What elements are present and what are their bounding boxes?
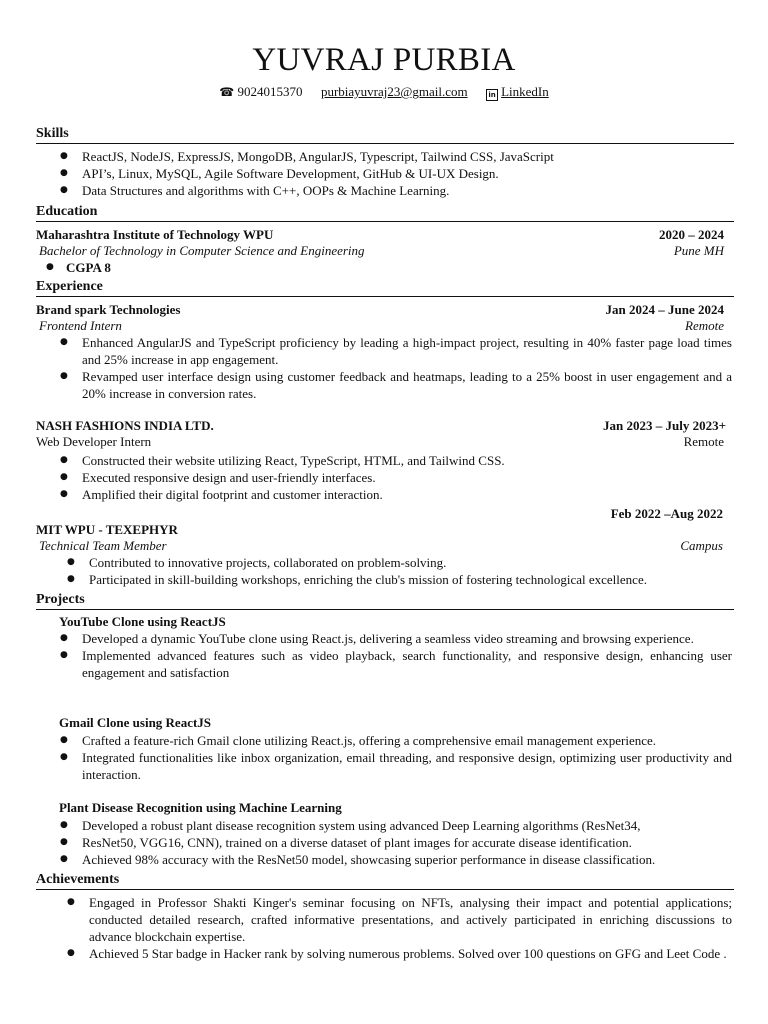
section-projects-title: Projects: [36, 591, 734, 610]
cgpa: ● CGPA 8: [46, 260, 111, 275]
achievements-list: [67, 894, 732, 962]
list-item: ● Achieved 5 Star badge in Hacker rank by solving numerous problems. Solved over 100 questions on GFG and Leet Code .: [67, 946, 727, 961]
school-location: Pune MH: [673, 243, 724, 258]
linkedin-link[interactable]: [486, 84, 549, 99]
company-name: NASH FASHIONS INDIA LTD.: [36, 418, 214, 433]
job-location: Remote: [685, 318, 724, 333]
list-item: ● ResNet50, VGG16, CNN), trained on a diverse dataset of plant images for accurate disease identification.: [60, 835, 632, 850]
section-experience-title: Experience: [36, 278, 734, 297]
job-dates: Feb 2022 –Aug 2022: [610, 506, 723, 521]
list-item: ● Engaged in Professor Shakti Kinger's seminar focusing on NFTs, analysing their impact and potential applications; conducted detailed research, crafted informative presentations, and actively participated in enriching discussions to advance blockchain expertise.: [67, 895, 732, 944]
job-location: Remote: [683, 434, 724, 449]
list-item: ● Data Structures and algorithms with C++, OOPs & Machine Learning.: [60, 183, 450, 198]
project-title: Plant Disease Recognition using Machine Learning: [59, 800, 342, 815]
list-item: ● Executed responsive design and user-friendly interfaces.: [60, 470, 376, 485]
email-link[interactable]: purbiayuvraj23@gmail.com: [320, 84, 468, 99]
job-dates: Jan 2024 – June 2024: [605, 302, 724, 317]
job-entry: [36, 418, 726, 450]
list-item: ● Achieved 98% accuracy with the ResNet50 model, showcasing superior performance in disease classification.: [60, 852, 656, 867]
job-role: Technical Team Member: [39, 538, 167, 553]
phone-icon: ☎: [219, 85, 235, 99]
list-item: ● Developed a robust plant disease recognition system using advanced Deep Learning algorithms (ResNet34,: [60, 818, 641, 833]
list-item: ● Contributed to innovative projects, collaborated on problem-solving.: [67, 555, 447, 570]
list-item: ● Revamped user interface design using customer feedback and heatmaps, leading to a 25% boost in user engagement and a 20% increase in conversion rates.: [60, 369, 732, 401]
project-bullets: [60, 732, 732, 783]
list-item: ● Amplified their digital footprint and customer interaction.: [60, 487, 383, 502]
list-item: ● Enhanced AngularJS and TypeScript proficiency by leading a high-impact project, resulting in 40% faster page load times and 25% increase in app engagement.: [60, 335, 732, 367]
list-item: ● Developed a dynamic YouTube clone using React.js, delivering a seamless video streaming and browsing experience.: [60, 631, 694, 646]
list-item: ● Implemented advanced features such as video playback, search functionality, and responsive design, enhancing user engagement and satisfaction: [60, 648, 732, 680]
company-name: Brand spark Technologies: [36, 302, 181, 317]
project-title: Gmail Clone using ReactJS: [59, 715, 212, 730]
list-item: ● API’s, Linux, MySQL, Agile Software Development, GitHub & UI-UX Design.: [60, 166, 499, 181]
degree: Bachelor of Technology in Computer Science and Engineering: [39, 243, 365, 258]
section-education-title: Education: [36, 203, 734, 222]
section-achievements-title: Achievements: [36, 871, 734, 890]
company-name: MIT WPU - TEXEPHYR: [36, 522, 178, 537]
job-entry: [36, 302, 724, 334]
project-bullets: [60, 817, 737, 868]
job-bullets: [67, 554, 734, 588]
linkedin-label: LinkedIn: [501, 84, 549, 99]
list-item: ● ReactJS, NodeJS, ExpressJS, MongoDB, AngularJS, Typescript, Tailwind CSS, JavaScript: [60, 149, 554, 164]
job-bullets: [60, 452, 732, 503]
list-item: ● Integrated functionalities like inbox organization, email threading, and responsive design, optimizing user productivity and interaction.: [60, 750, 732, 782]
job-bullets: [60, 334, 732, 402]
job-role: Web Developer Intern: [36, 434, 152, 449]
education-entry: [36, 227, 724, 276]
job-location: Campus: [680, 538, 723, 553]
list-item: ● Participated in skill-building workshops, enriching the club's mission of fostering technological excellence.: [67, 572, 647, 587]
list-item: ● Constructed their website utilizing React, TypeScript, HTML, and Tailwind CSS.: [60, 453, 505, 468]
phone-number: 9024015370: [237, 84, 303, 99]
candidate-name: YUVRAJ PURBIA: [252, 42, 516, 78]
job-dates: Jan 2023 – July 2023+: [603, 418, 726, 433]
school-years: 2020 – 2024: [659, 227, 724, 242]
section-skills-title: Skills: [36, 125, 734, 144]
project-title: YouTube Clone using ReactJS: [59, 614, 226, 629]
school-name: Maharashtra Institute of Technology WPU: [36, 227, 274, 242]
job-role: Frontend Intern: [39, 318, 122, 333]
list-item: ● Crafted a feature-rich Gmail clone utilizing React.js, offering a comprehensive email management experience.: [60, 733, 657, 748]
job-entry: [36, 506, 723, 554]
project-bullets: [60, 630, 732, 681]
contact-line: [0, 84, 768, 101]
skills-list: [60, 148, 732, 199]
linkedin-icon: in: [486, 89, 498, 101]
